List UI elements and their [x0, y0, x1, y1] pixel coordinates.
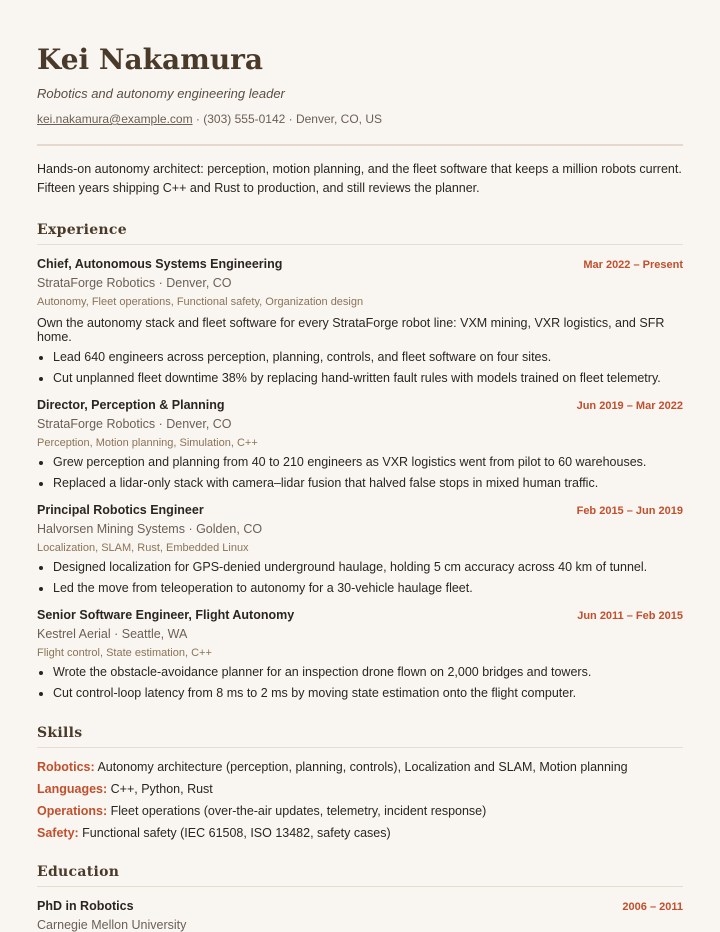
skill-category: Operations:: [37, 804, 108, 818]
job-entry: [37, 257, 683, 386]
section-title-skills: Skills: [37, 725, 683, 748]
job-bullets: [37, 455, 683, 491]
degree-title: PhD in Robotics: [37, 899, 134, 913]
job-organization: Kestrel Aerial · Seattle, WA: [37, 627, 188, 641]
section-title-education: Education: [37, 864, 683, 887]
education-entry: [37, 899, 683, 932]
skill-row: [37, 804, 683, 818]
section-title-experience: Experience: [37, 222, 683, 245]
contact-details: · (303) 555-0142 · Denver, CO, US: [192, 112, 382, 126]
job-dates: Jun 2011 – Feb 2015: [577, 610, 683, 622]
job-dates: Mar 2022 – Present: [583, 259, 683, 271]
job-tags: Perception, Motion planning, Simulation, C++: [37, 437, 258, 449]
skill-row: [37, 760, 683, 774]
skill-items: Autonomy architecture (perception, planning, controls), Localization and SLAM, Motion planning: [97, 760, 628, 774]
job-bullets: [37, 350, 683, 386]
job-bullet: • Designed localization for GPS-denied underground haulage, holding 5 cm accuracy across 40 km of tunnel.: [53, 560, 683, 575]
job-dates: Jun 2019 – Mar 2022: [576, 400, 683, 412]
job-bullet: • Cut control-loop latency from 8 ms to 2 ms by moving state estimation onto the flight computer.: [53, 686, 683, 701]
job-title: Chief, Autonomous Systems Engineering: [37, 257, 283, 271]
job-description: Own the autonomy stack and fleet software for every StrataForge robot line: VXM mining, VXR logistics, and SFR home.: [37, 316, 665, 344]
job-organization: Halvorsen Mining Systems · Golden, CO: [37, 522, 263, 536]
job-bullet: • Grew perception and planning from 40 to 210 engineers as VXR logistics went from pilot to 60 warehouses.: [53, 455, 683, 470]
skill-category: Safety:: [37, 826, 79, 840]
job-title: Senior Software Engineer, Flight Autonomy: [37, 608, 295, 622]
skills-list: [37, 760, 683, 840]
education-dates: 2006 – 2011: [622, 901, 683, 913]
job-entry: [37, 503, 683, 596]
email-link[interactable]: kei.nakamura@example.com: [37, 112, 193, 126]
tagline: Robotics and autonomy engineering leader: [37, 86, 285, 101]
job-title: Principal Robotics Engineer: [37, 503, 204, 517]
job-organization: StrataForge Robotics · Denver, CO: [37, 417, 232, 431]
skill-items: Functional safety (IEC 61508, ISO 13482, safety cases): [82, 826, 391, 840]
job-bullets: [37, 665, 683, 701]
skill-row: [37, 782, 683, 796]
summary: Hands-on autonomy architect: perception, motion planning, and the fleet software that keeps a million robots current. Fifteen years shipping C++ and Rust to production, and still reviews the planner.: [37, 162, 682, 195]
skill-category: Languages:: [37, 782, 108, 796]
job-dates: Feb 2015 – Jun 2019: [576, 505, 683, 517]
job-bullet: • Replaced a lidar-only stack with camera–lidar fusion that halved false stops in mixed human traffic.: [53, 476, 683, 491]
job-title: Director, Perception & Planning: [37, 398, 225, 412]
job-bullet: • Lead 640 engineers across perception, planning, controls, and fleet software on four sites.: [53, 350, 683, 365]
candidate-name: Kei Nakamura: [37, 43, 264, 76]
skill-row: [37, 826, 683, 840]
job-organization: StrataForge Robotics · Denver, CO: [37, 276, 232, 290]
header-divider: [37, 144, 683, 146]
job-tags: Localization, SLAM, Rust, Embedded Linux: [37, 542, 249, 554]
job-entry: [37, 608, 683, 701]
job-bullet: • Led the move from teleoperation to autonomy for a 30-vehicle haulage fleet.: [53, 581, 683, 596]
school-name: Carnegie Mellon University: [37, 918, 187, 932]
skill-category: Robotics:: [37, 760, 95, 774]
job-bullet: • Cut unplanned fleet downtime 38% by replacing hand-written fault rules with models trained on fleet telemetry.: [53, 371, 683, 386]
job-tags: Autonomy, Fleet operations, Functional safety, Organization design: [37, 296, 364, 308]
skill-items: Fleet operations (over-the-air updates, telemetry, incident response): [110, 804, 487, 818]
job-entry: [37, 398, 683, 491]
skill-items: C++, Python, Rust: [110, 782, 213, 796]
contact-line: [37, 112, 683, 126]
job-bullet: • Wrote the obstacle-avoidance planner for an inspection drone flown on 2,000 bridges and towers.: [53, 665, 683, 680]
job-bullets: [37, 560, 683, 596]
job-tags: Flight control, State estimation, C++: [37, 647, 212, 659]
